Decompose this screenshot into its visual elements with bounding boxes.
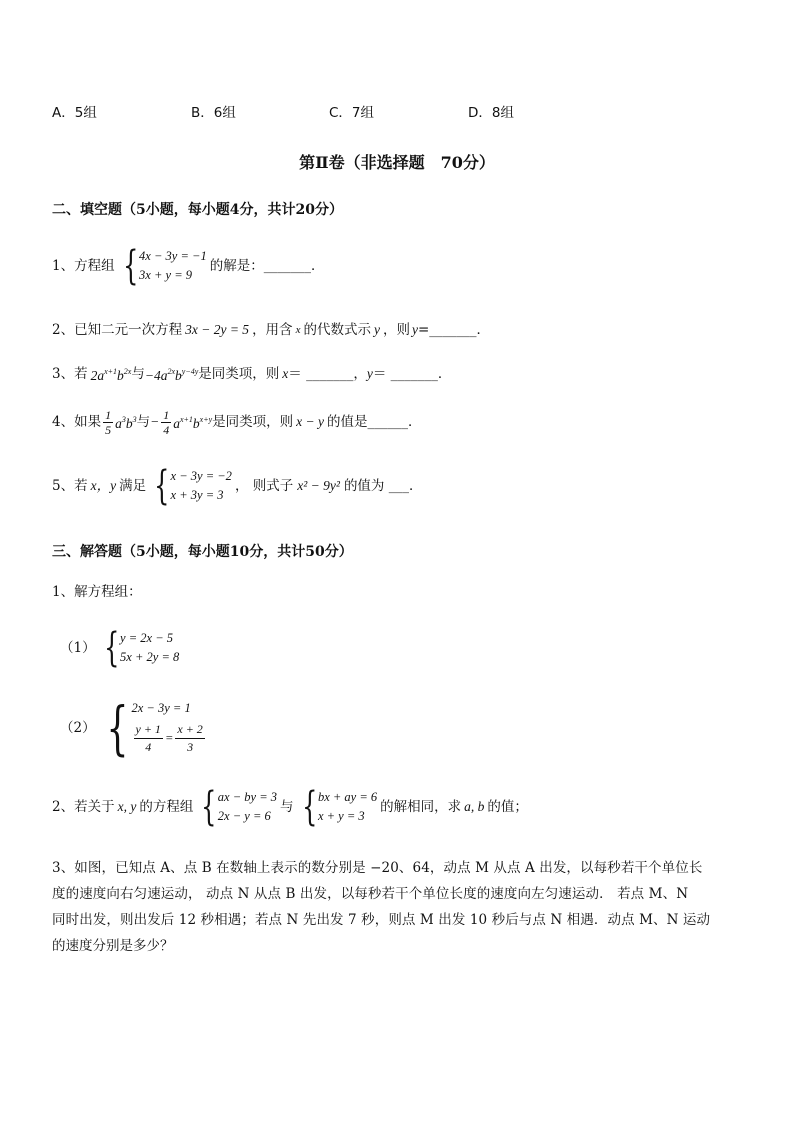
q1-prefix: 1、方程组 [52,258,115,274]
q5-suffix: 的值为 ___． [343,478,423,494]
sq2-sys2-eq2: x + y = 3 [317,809,365,823]
sq2-mid3: 的解相同，求 [380,799,462,815]
sq2-sys2-eq1: bx + ay = 6 [317,790,378,804]
q5-system [149,463,232,509]
sub1-system [99,625,180,671]
q2-equation: 3x − 2y = 5 [185,322,250,337]
solve-q1-part-2 [60,694,210,762]
brace-icon: { [103,625,119,671]
sub2-fraction-1: $\frac{y + 1}{4}$ [135,722,161,754]
fill-question-1 [52,243,325,289]
q4-term2: $a^{x+1}b^{x+y}$ [173,415,213,431]
choice-b: B．6组 [191,105,236,121]
solve-q3-line-3: 同时出发，则出发后 12 秒相遇；若点 N 先出发 7 秒，则点 M 出发 10 秒后与点 N 相遇．动点 M、N 运动 [52,912,711,928]
q3-prefix: 3、若 [52,366,88,382]
sub2-fraction-2: $\frac{x + 2}{3}$ [177,722,203,754]
sq2-mid2: 与 [280,799,294,815]
part-title: 第Ⅱ卷（非选择题 70分） [299,153,495,172]
q4-expression: x − y [296,414,325,429]
q1-eq1: 4x − 3y = −1 [139,249,207,263]
q5-mid: 满足 [119,478,147,494]
fill-question-5 [52,463,423,509]
q5-expression: x² − 9y² [297,478,340,493]
q3-var-x: x [282,366,289,381]
q2-var-y: y [373,322,380,337]
brace-icon: { [122,243,138,289]
sub2-label: （2） [60,720,96,736]
sq2-vars: x, y [117,799,137,814]
q2-prefix: 2、已知二元一次方程 [52,322,183,338]
sq2-vars2: a, b [464,799,485,814]
q2-var-y2: y [411,322,418,337]
q1-system [118,243,207,289]
fill-heading: 二、填空题（5小题，每小题4分，共计20分） [52,202,343,218]
q4-term1: $a^3b^3$ [115,415,137,431]
q3-var-y: y [366,366,373,381]
q2-suffix: =_______． [417,322,491,338]
brace-icon: { [154,463,170,509]
q4-mid: 与 [136,414,151,430]
q3-term1: $2a^{x+1}b^{2x}$ [90,367,132,383]
q3-mid: 与 [131,366,145,382]
q4-suffix: 的值是______． [327,414,422,430]
sq2-system-1 [196,784,277,830]
q2-mid3: ，则 [382,322,410,338]
q3-blank-x: ＝ _______， [288,366,367,382]
sub1-eq2: 5x + 2y = 8 [120,650,180,664]
q1-eq2: 3x + y = 9 [139,268,193,282]
q4-mid2: 是同类项，则 [212,414,294,430]
brace-icon: { [201,784,217,830]
choice-c: C．7组 [329,105,375,121]
sq2-prefix: 2、若关于 [52,799,115,815]
q3-mid2: 是同类项，则 [198,366,280,382]
q5-mid2: ， 则式子 [234,478,294,494]
fill-question-2 [52,317,490,343]
sq2-sys1-eq2: 2x − y = 6 [217,809,271,823]
solve-question-1: 1、解方程组： [52,584,142,600]
q5-prefix: 5、若 [52,478,88,494]
sub1-label: （1） [60,640,96,656]
solve-q3-line-2: 度的速度向右匀速运动， 动点 N 从点 B 出发，以每秒若干个单位长度的速度向左匀速运动． 若点 M、N [52,886,689,902]
q5-eq2: x + 3y = 3 [170,488,224,502]
q4-fraction-1: $\frac{1}{5}$ [105,407,112,437]
sq2-sys1-eq1: ax − by = 3 [217,790,277,804]
sub2-system [99,694,207,762]
solve-q3-line-4: 的速度分别是多少？ [52,938,174,954]
solve-heading: 三、解答题（5小题，每小题10分，共计50分） [52,544,353,560]
choice-d: D．8组 [468,105,514,121]
brace-icon: { [301,784,317,830]
q5-vars: x，y [90,478,117,493]
sub1-eq1: y = 2x − 5 [120,631,174,645]
solve-q3-line-1: 3、如图，已知点 A、点 B 在数轴上表示的数分别是 −20、64，动点 M 从点 A 出发，以每秒若干个单位长 [52,860,703,876]
solve-question-2 [52,784,528,830]
fill-question-3 [52,359,451,389]
fill-question-4 [52,407,422,437]
solve-q1-part-1 [60,625,182,671]
q5-eq1: x − 3y = −2 [170,469,232,483]
q3-term2: $-4a^{2x}b^{y-4y}$ [144,367,199,383]
q1-suffix: 的解是：_______． [209,258,325,274]
q2-mid1: ，用含 [252,322,293,338]
q3-blank-y: ＝ _______． [372,366,452,382]
q4-prefix: 4、如果 [52,414,102,430]
q4-fraction-2: $\frac{1}{4}$ [163,407,170,437]
sq2-system-2 [297,784,378,830]
sq2-suffix: 的值； [487,799,528,815]
q4-neg: − [150,414,160,429]
q2-var-x: x [295,324,301,336]
sq2-mid: 的方程组 [139,799,194,815]
choice-a: A．5组 [52,105,97,121]
q2-mid2: 的代数式示 [303,322,371,338]
sub2-eq1: 2x − 3y = 1 [131,701,191,715]
sub2-eq2: $\frac{y + 1}{4}$ = $\frac{x + 2}{3}$ [135,722,203,754]
brace-icon: { [105,694,129,762]
